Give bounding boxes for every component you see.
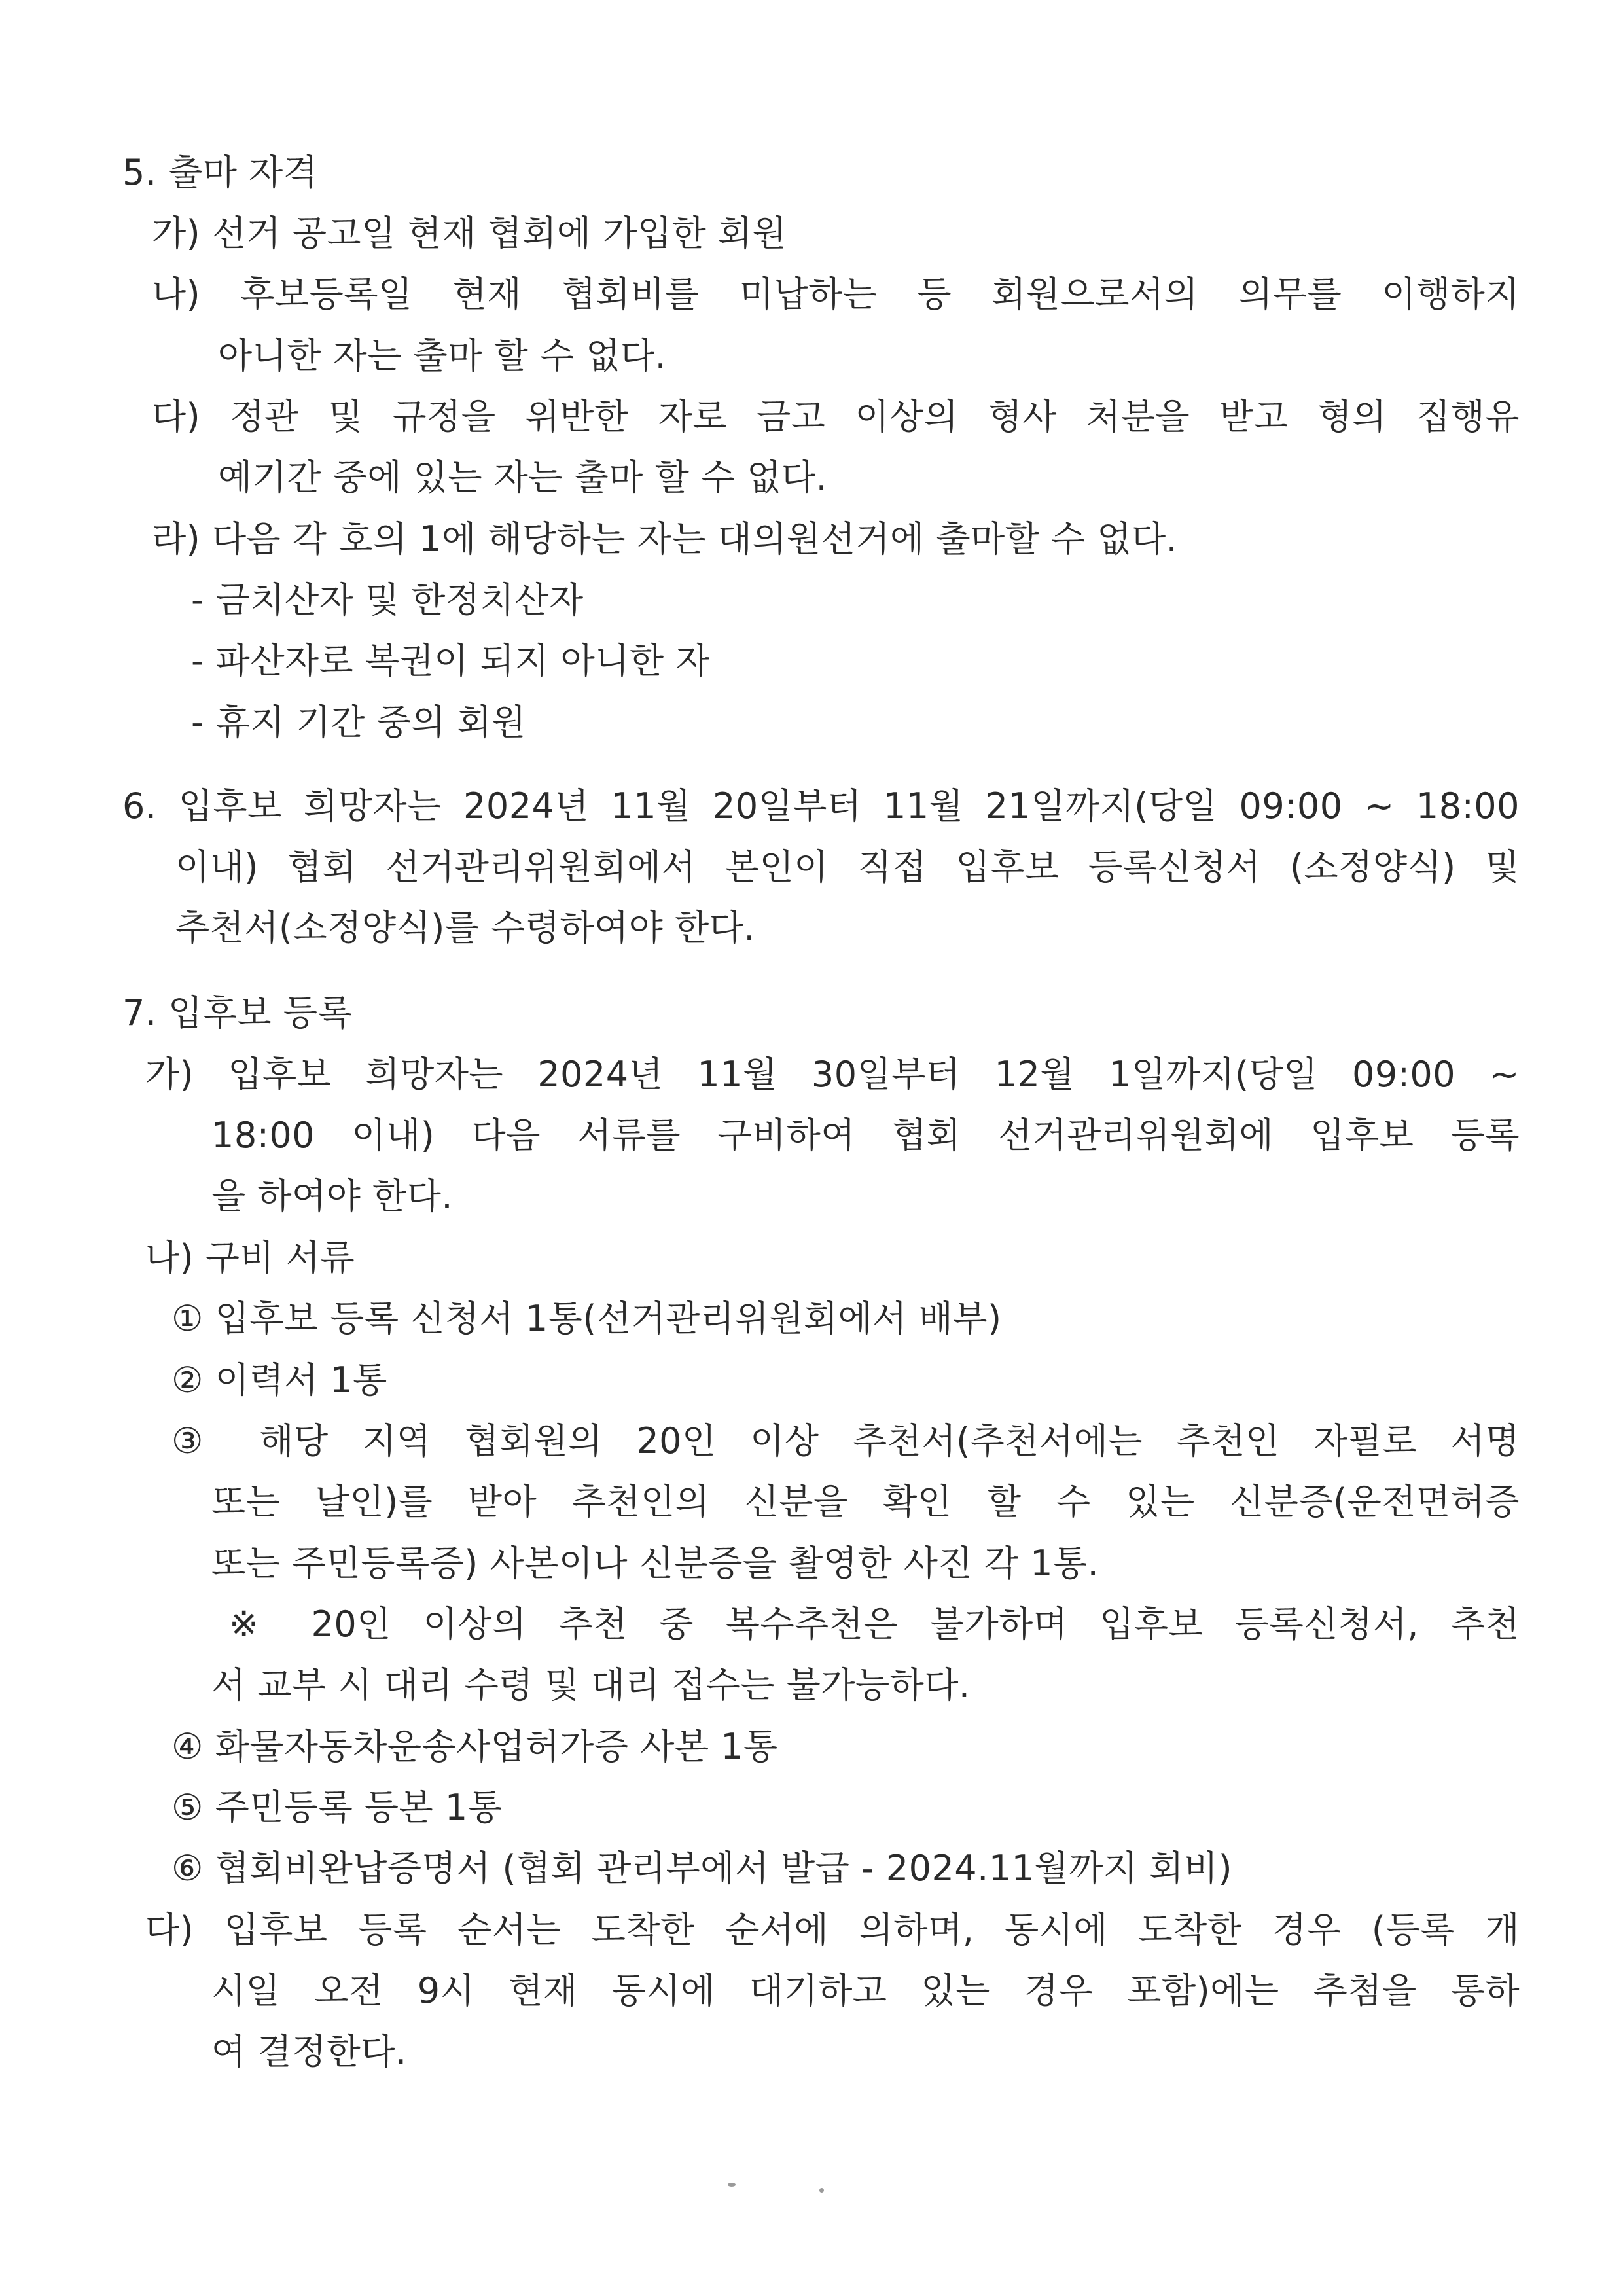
required-doc-2: ② 이력서 1통: [171, 1359, 387, 1401]
required-doc-4: ④ 화물자동차운송사업허가증 사본 1통: [171, 1726, 778, 1767]
scan-speck: [819, 2188, 824, 2193]
section5-bullet-3: - 휴지 기간 중의 회원: [191, 702, 526, 743]
section5-heading: 5. 출마 자격: [122, 152, 318, 193]
section6-line2: 이내) 협회 선거관리위원회에서 본인이 직접 입후보 등록신청서 (소정양식) 및: [175, 846, 1520, 888]
section5-item-da-line2: 예기간 중에 있는 자는 출마 할 수 없다.: [218, 457, 828, 498]
required-doc-3-note-line1: ※ 20인 이상의 추천 중 복수추천은 불가하며 입후보 등록신청서, 추천: [229, 1604, 1520, 1645]
required-doc-1: ① 입후보 등록 신청서 1통(선거관리위원회에서 배부): [171, 1298, 1002, 1339]
required-doc-6: ⑥ 협회비완납증명서 (협회 관리부에서 발급 - 2024.11월까지 회비): [171, 1848, 1233, 1889]
section5-bullet-1: - 금치산자 및 한정치산자: [191, 579, 584, 620]
required-doc-5: ⑤ 주민등록 등본 1통: [171, 1787, 503, 1828]
required-doc-3-line2: 또는 날인)를 받아 추천인의 신분을 확인 할 수 있는 신분증(운전면허증: [211, 1481, 1520, 1522]
required-doc-3-line3: 또는 주민등록증) 사본이나 신분증을 촬영한 사진 각 1통.: [211, 1543, 1099, 1584]
section7-item-da-line2: 시일 오전 9시 현재 동시에 대기하고 있는 경우 포함)에는 추첨을 통하: [211, 1970, 1520, 2011]
section5-bullet-2: - 파산자로 복권이 되지 아니한 자: [191, 640, 710, 681]
section7-item-ga-line1: 가) 입후보 희망자는 2024년 11월 30일부터 12월 1일까지(당일 09:00 ~: [145, 1054, 1520, 1095]
section7-item-ga-line3: 을 하여야 한다.: [211, 1175, 453, 1217]
section6-line3: 추천서(소정양식)를 수령하여야 한다.: [175, 907, 756, 948]
scan-speck: [728, 2183, 736, 2187]
section7-heading: 7. 입후보 등록: [122, 992, 353, 1033]
required-doc-3-note-line2: 서 교부 시 대리 수령 및 대리 접수는 불가능하다.: [211, 1664, 971, 1706]
required-doc-3-line1: ③ 해당 지역 협회원의 20인 이상 추천서(추천서에는 추천인 자필로 서명: [171, 1420, 1520, 1462]
section5-item-na-line1: 나) 후보등록일 현재 협회비를 미납하는 등 회원으로서의 의무를 이행하지: [152, 274, 1520, 315]
section5-item-ga: 가) 선거 공고일 현재 협회에 가입한 회원: [152, 213, 787, 254]
section6-line1: 6. 입후보 희망자는 2024년 11월 20일부터 11월 21일까지(당일 09:00 ~ 18:00: [122, 785, 1520, 827]
section7-item-da-line1: 다) 입후보 등록 순서는 도착한 순서에 의하며, 동시에 도착한 경우 (등록 개: [145, 1909, 1520, 1950]
section5-item-ra: 라) 다음 각 호의 1에 해당하는 자는 대의원선거에 출마할 수 없다.: [152, 518, 1178, 560]
section5-item-na-line2: 아니한 자는 출마 할 수 없다.: [218, 335, 667, 376]
section7-item-da-line3: 여 결정한다.: [211, 2031, 407, 2072]
section7-item-na: 나) 구비 서류: [145, 1237, 355, 1278]
section5-item-da-line1: 다) 정관 및 규정을 위반한 자로 금고 이상의 형사 처분을 받고 형의 집행유: [152, 396, 1520, 437]
section7-item-ga-line2: 18:00 이내) 다음 서류를 구비하여 협회 선거관리위원회에 입후보 등록: [211, 1115, 1520, 1156]
